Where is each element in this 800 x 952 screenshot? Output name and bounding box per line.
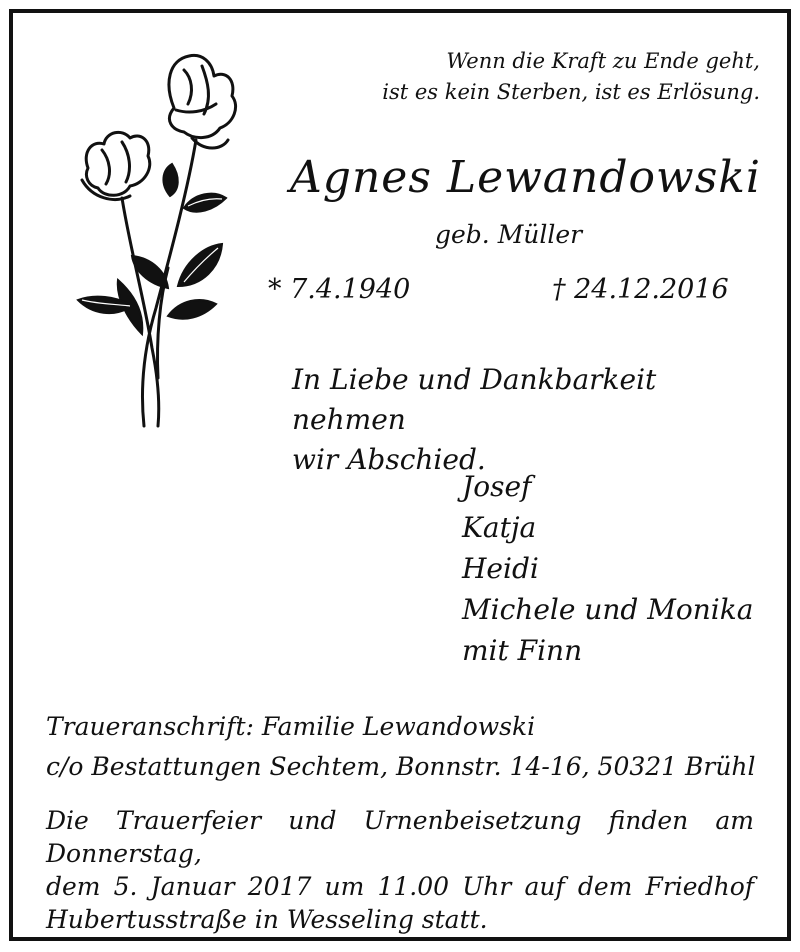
farewell-line: wir Abschied. bbox=[292, 443, 486, 476]
mourner-name: Michele und Monika bbox=[462, 593, 754, 626]
farewell-text bbox=[292, 360, 772, 480]
motto-line: ist es kein Sterben, ist es Erlösung. bbox=[382, 80, 760, 104]
address-line: Traueranschrift: Familie Lewandowski bbox=[46, 712, 536, 741]
deceased-name: Agnes Lewandowski bbox=[290, 152, 762, 203]
mourners-list bbox=[462, 466, 753, 671]
address-line: c/o Bestattungen Sechtem, Bonnstr. 14-16, 50321 Brühl bbox=[46, 752, 756, 781]
service-line: dem 5. Januar 2017 um 11.00 Uhr auf dem Friedhof bbox=[46, 872, 754, 901]
death-date: † 24.12.2016 bbox=[552, 274, 729, 305]
motto-line: Wenn die Kraft zu Ende geht, bbox=[446, 49, 760, 73]
motto bbox=[382, 46, 760, 108]
mourning-address bbox=[46, 707, 756, 787]
mourner-name: Josef bbox=[462, 470, 532, 503]
service-line: Die Trauerfeier und Urnenbeisetzung finden am Donnerstag, bbox=[46, 806, 754, 868]
farewell-line: In Liebe und Dankbarkeit nehmen bbox=[292, 363, 657, 436]
rose-icon bbox=[44, 48, 244, 433]
mourner-name: Heidi bbox=[462, 552, 539, 585]
mourner-name: mit Finn bbox=[462, 634, 583, 667]
mourner-name: Katja bbox=[462, 511, 537, 544]
birth-name: geb. Müller bbox=[435, 220, 583, 249]
service-line: Hubertusstraße in Wesseling statt. bbox=[46, 905, 488, 934]
funeral-service-info bbox=[46, 804, 754, 936]
birth-date: * 7.4.1940 bbox=[268, 274, 411, 305]
